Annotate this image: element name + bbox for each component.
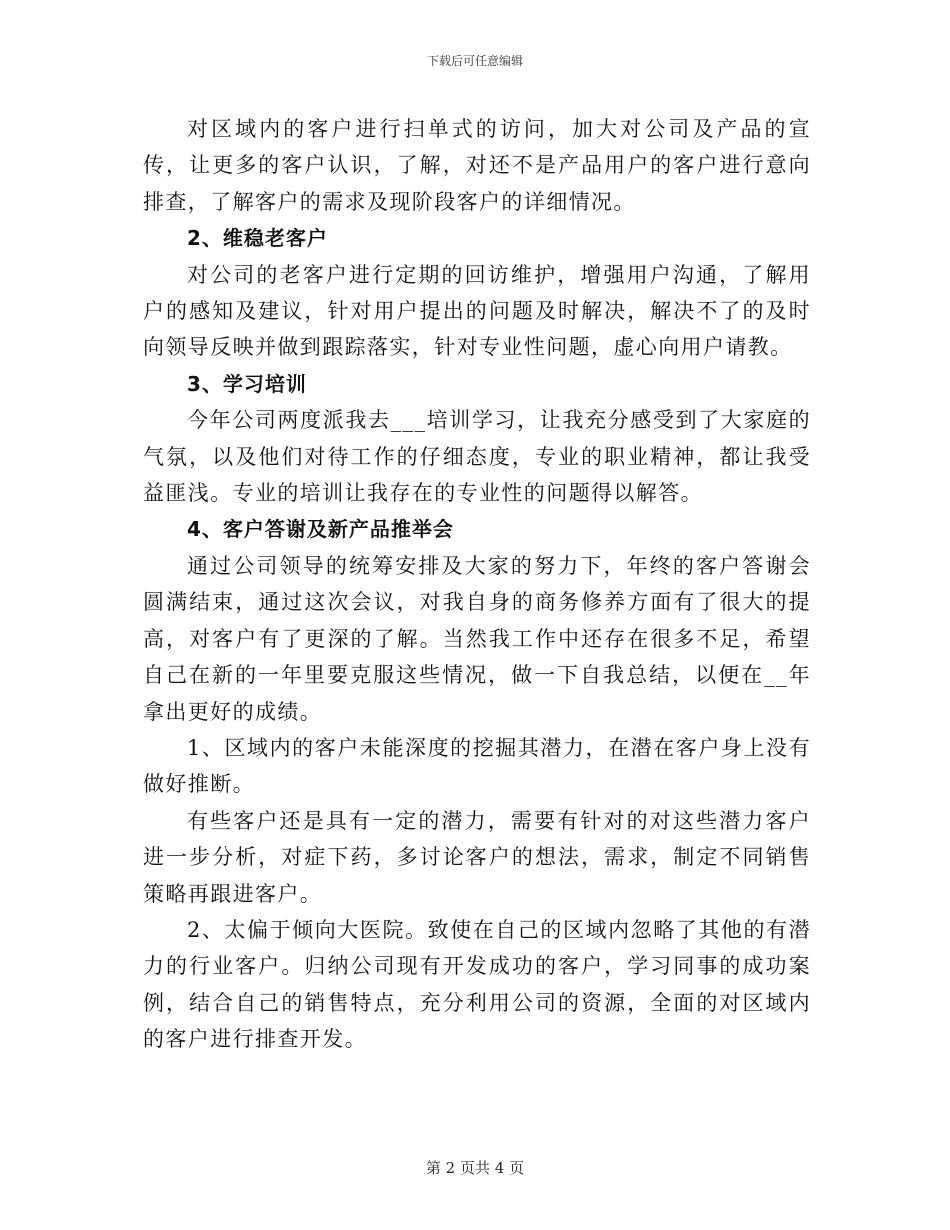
section-heading-customer-event: 4、客户答谢及新产品推举会 — [187, 517, 454, 542]
page-footer-page-number: 第 2 页共 4 页 — [425, 1159, 525, 1177]
page-header: 下载后可任意编辑 — [426, 54, 523, 68]
paragraph-shortcoming-2: 2、太偏于倾向大医院。致使在自己的区域内忽略了其他的有潜力的行业客户。归纳公司现有开发成功的客户，学习同事的成功案例，结合自己的销售特点，充分利用公司的资源，全面的对区域内的客户进行排查开发。 — [143, 917, 811, 1052]
section-heading-retain-customers: 2、维稳老客户 — [187, 226, 328, 251]
paragraph-customer-event: 通过公司领导的统筹安排及大家的努力下，年终的客户答谢会圆满结束，通过这次会议，对我自身的商务修养方面有了很大的提高，对客户有了更深的了解。当然我工作中还存在很多不足，希望自己在新的一年里要克服这些情况，做一下自我总结，以便在__年拿出更好的成绩。 — [143, 553, 811, 724]
paragraph-improvement-1: 有些客户还是具有一定的潜力，需要有针对的对这些潜力客户进一步分析，对症下药，多讨论客户的想法，需求，制定不同销售策略再跟进客户。 — [143, 808, 811, 906]
section-heading-training: 3、学习培训 — [187, 371, 307, 396]
paragraph-retain-customers: 对公司的老客户进行定期的回访维护，增强用户沟通，了解用户的感知及建议，针对用户提出的问题及时解决，解决不了的及时向领导反映并做到跟踪落实，针对专业性问题，虚心向用户请教。 — [143, 262, 811, 360]
paragraph-visit-customers: 对区域内的客户进行扫单式的访问，加大对公司及产品的宣传，让更多的客户认识，了解，对还不是产品用户的客户进行意向排查，了解客户的需求及现阶段客户的详细情况。 — [143, 117, 811, 214]
paragraph-shortcoming-1: 1、区域内的客户未能深度的挖掘其潜力，在潜在客户身上没有做好推断。 — [143, 735, 811, 797]
document-body — [143, 111, 811, 1058]
paragraph-training: 今年公司两度派我去___培训学习，让我充分感受到了大家庭的气氛，以及他们对待工作的仔细态度，专业的职业精神，都让我受益匪浅。专业的培训让我存在的专业性的问题得以解答。 — [143, 408, 811, 506]
